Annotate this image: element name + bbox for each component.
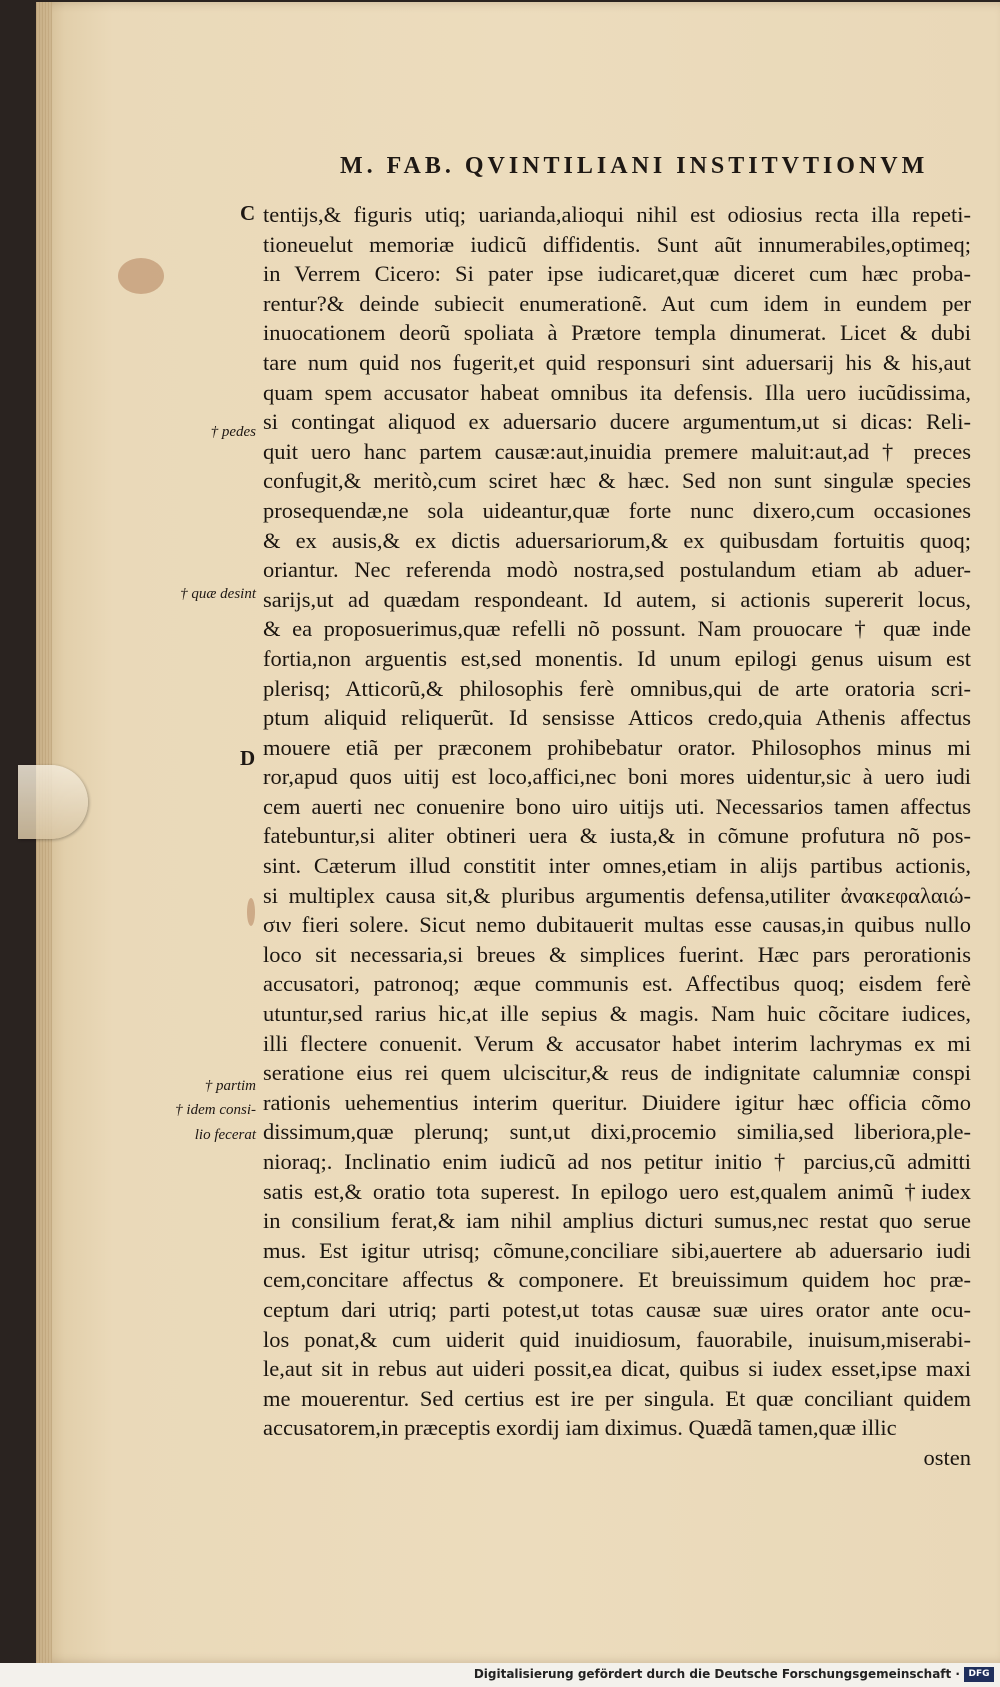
text-line: loco sit necessaria,si breues & simplices fuerint. Hæc pars perorationis [263, 941, 971, 967]
text-line: & ex ausis,& ex dictis aduersariorum,& ex quibusdam fortuitis quoq; [263, 527, 971, 553]
text-line: in consilium ferat,& iam nihil amplius dicturi sumus,nec restat quo serue [263, 1208, 971, 1234]
text-line: los ponat,& cum uiderit quid inuidiosum, fauorabile, inuisum,miserabi- [263, 1326, 971, 1352]
text-line: mouere etiã per præconem prohibebatur orator. Philosophos minus mi [263, 734, 971, 760]
text-line: nioraq;. Inclinatio enim iudicũ ad nos petitur initio † parcius,cũ admitti [263, 1149, 971, 1174]
ink-stain [118, 258, 164, 294]
text-line: confugit,& meritò,cum sciret hæc & hæc. Sed non sunt singulæ species [263, 468, 971, 494]
text-line: cem,concitare affectus & componere. Et breuissimum quidem hoc præ- [263, 1267, 971, 1293]
section-mark-d: D [240, 746, 256, 770]
marginal-note-partim: † partim [204, 1078, 256, 1094]
text-line: accusatorem,in præceptis exordij iam diximus. Quædã tamen,quæ illic [263, 1415, 897, 1441]
running-title: M. FAB. QVINTILIANI INSTITVTIONVM [340, 153, 929, 179]
text-line: cem auerti nec conuenire bono uiro uitijs uti. Necessarios tamen affectus [263, 793, 971, 819]
text-line: quit uero hanc partem causæ:aut,inuidia premere maluit:aut,ad † preces [263, 438, 971, 464]
text-line: me mouerentur. Sed certius est ire per singula. Et quæ conciliant quidem [263, 1385, 971, 1411]
text-line: ror,apud quos uitij est loco,affici,nec boni mores uidentur,sic à uero iudi [263, 764, 971, 790]
marginal-note-quae-desint: † quæ desint [180, 586, 256, 602]
text-line: sint. Cæterum illud constitit inter omnes,etiam in alijs partibus actionis, [263, 853, 971, 879]
text-line: tare num quid nos fugerit,et quid responsuri sint aduersarij his & his,aut [263, 349, 971, 375]
text-line: rationis uehementius interim queritur. Diuidere igitur hæc officia cõmo [263, 1089, 971, 1115]
text-line: accusatori, patronoq; æque communis est. Affectibus quoq; eisdem ferè [263, 971, 971, 997]
text-line: prosequendæ,ne sola uideantur,quæ forte nunc dixero,cum occasiones [263, 497, 971, 523]
text-line: inuocationem deorũ spoliata à Prætore templa dinumerat. Licet & dubi [263, 320, 971, 346]
text-line: ptum aliquid reliquerũt. Id sensisse Atticos credo,quia Athenis affectus [263, 705, 971, 731]
footer-bar [0, 1663, 1000, 1687]
text-line: & ea proposuerimus,quæ refelli nõ possunt. Nam prouocare † quæ inde [263, 616, 971, 642]
text-line: si multiplex causa sit,& pluribus argumentis defensa,utiliter ἀνακεφαλαιώ- [263, 882, 971, 908]
text-line: tioneuelut memoriæ iudicũ diffidentis. Sunt aũt innumerabiles,optimeq; [263, 231, 971, 257]
text-line: fatebuntur,si aliter obtineri uera & iusta,& in cõmune profutura nõ pos- [263, 823, 971, 849]
text-line: osten [923, 1444, 971, 1470]
dfg-logo: DFG [964, 1667, 994, 1682]
marginal-note-idem-consilio: † idem consi- [175, 1102, 256, 1118]
marginal-note-pedes: † pedes [210, 424, 256, 440]
text-line: fortia,non arguentis est,sed monentis. Id unum epilogi genus uisum est [263, 645, 971, 671]
text-line: oriantur. Nec referenda modò nostra,sed postulandum etiam ab aduer- [263, 557, 971, 583]
text-line: seratione eius rei quem ulciscitur,& reus de indignitate calumniæ conspi [263, 1060, 971, 1086]
body-text [263, 200, 971, 1473]
text-line: illi flectere conuenit. Verum & accusator habet interim lachrymas ex mi [263, 1030, 971, 1056]
text-line: σιν fieri solere. Sicut nemo dubitauerit multas esse causas,in quibus nullo [263, 912, 971, 938]
text-line: plerisq; Atticorũ,& philosophis ferè omnibus,qui de arte oratoria scri- [263, 675, 971, 701]
text-line: utuntur,sed rarius hic,at ille sepius & magis. Nam huic cõcitare iudices, [263, 1001, 971, 1027]
text-line: tentijs,& figuris utiq; uarianda,alioqui nihil est odiosius recta illa repeti- [263, 202, 971, 227]
text-line: in Verrem Cicero: Si pater ipse iudicaret,quæ diceret cum hæc proba- [263, 261, 971, 287]
footer-credit: Digitalisierung gefördert durch die Deutsche Forschungsgemeinschaft · [473, 1667, 960, 1681]
text-line: rentur?& deinde subiecit enumerationẽ. Aut cum idem in eundem per [263, 290, 971, 316]
text-line: si contingat aliquod ex aduersario ducere argumentum,ut si dicas: Reli- [263, 409, 971, 435]
text-line: satis est,& oratio tota superest. In epilogo uero est,qualem animũ †iudex [263, 1178, 971, 1204]
section-mark-c: C [240, 201, 256, 225]
text-line: quam spem accusator habeat omnibus ita defensis. Illa uero iucũdissima, [263, 379, 971, 405]
text-line: mus. Est igitur utrisq; cõmune,conciliare sibi,auertere ab aduersario iudi [263, 1237, 971, 1263]
text-line: ceptum dari utriq; parti potest,ut totas causæ suæ uires orator ante ocu- [263, 1296, 971, 1322]
text-line: dissimum,quæ plerunq; sunt,ut dixi,procemio similia,sed liberiora,ple- [263, 1119, 971, 1145]
text-line: sarijs,ut ad quædam respondeant. Id autem, si actionis supererit locus, [263, 586, 971, 612]
marginal-note-idem-consilio-cont: lio fecerat [194, 1127, 256, 1143]
ink-stain [247, 898, 255, 926]
text-line: le,aut sit in rebus aut uideri possit,ea dicat, quibus si iudex esset,ipse maxi [263, 1356, 971, 1382]
